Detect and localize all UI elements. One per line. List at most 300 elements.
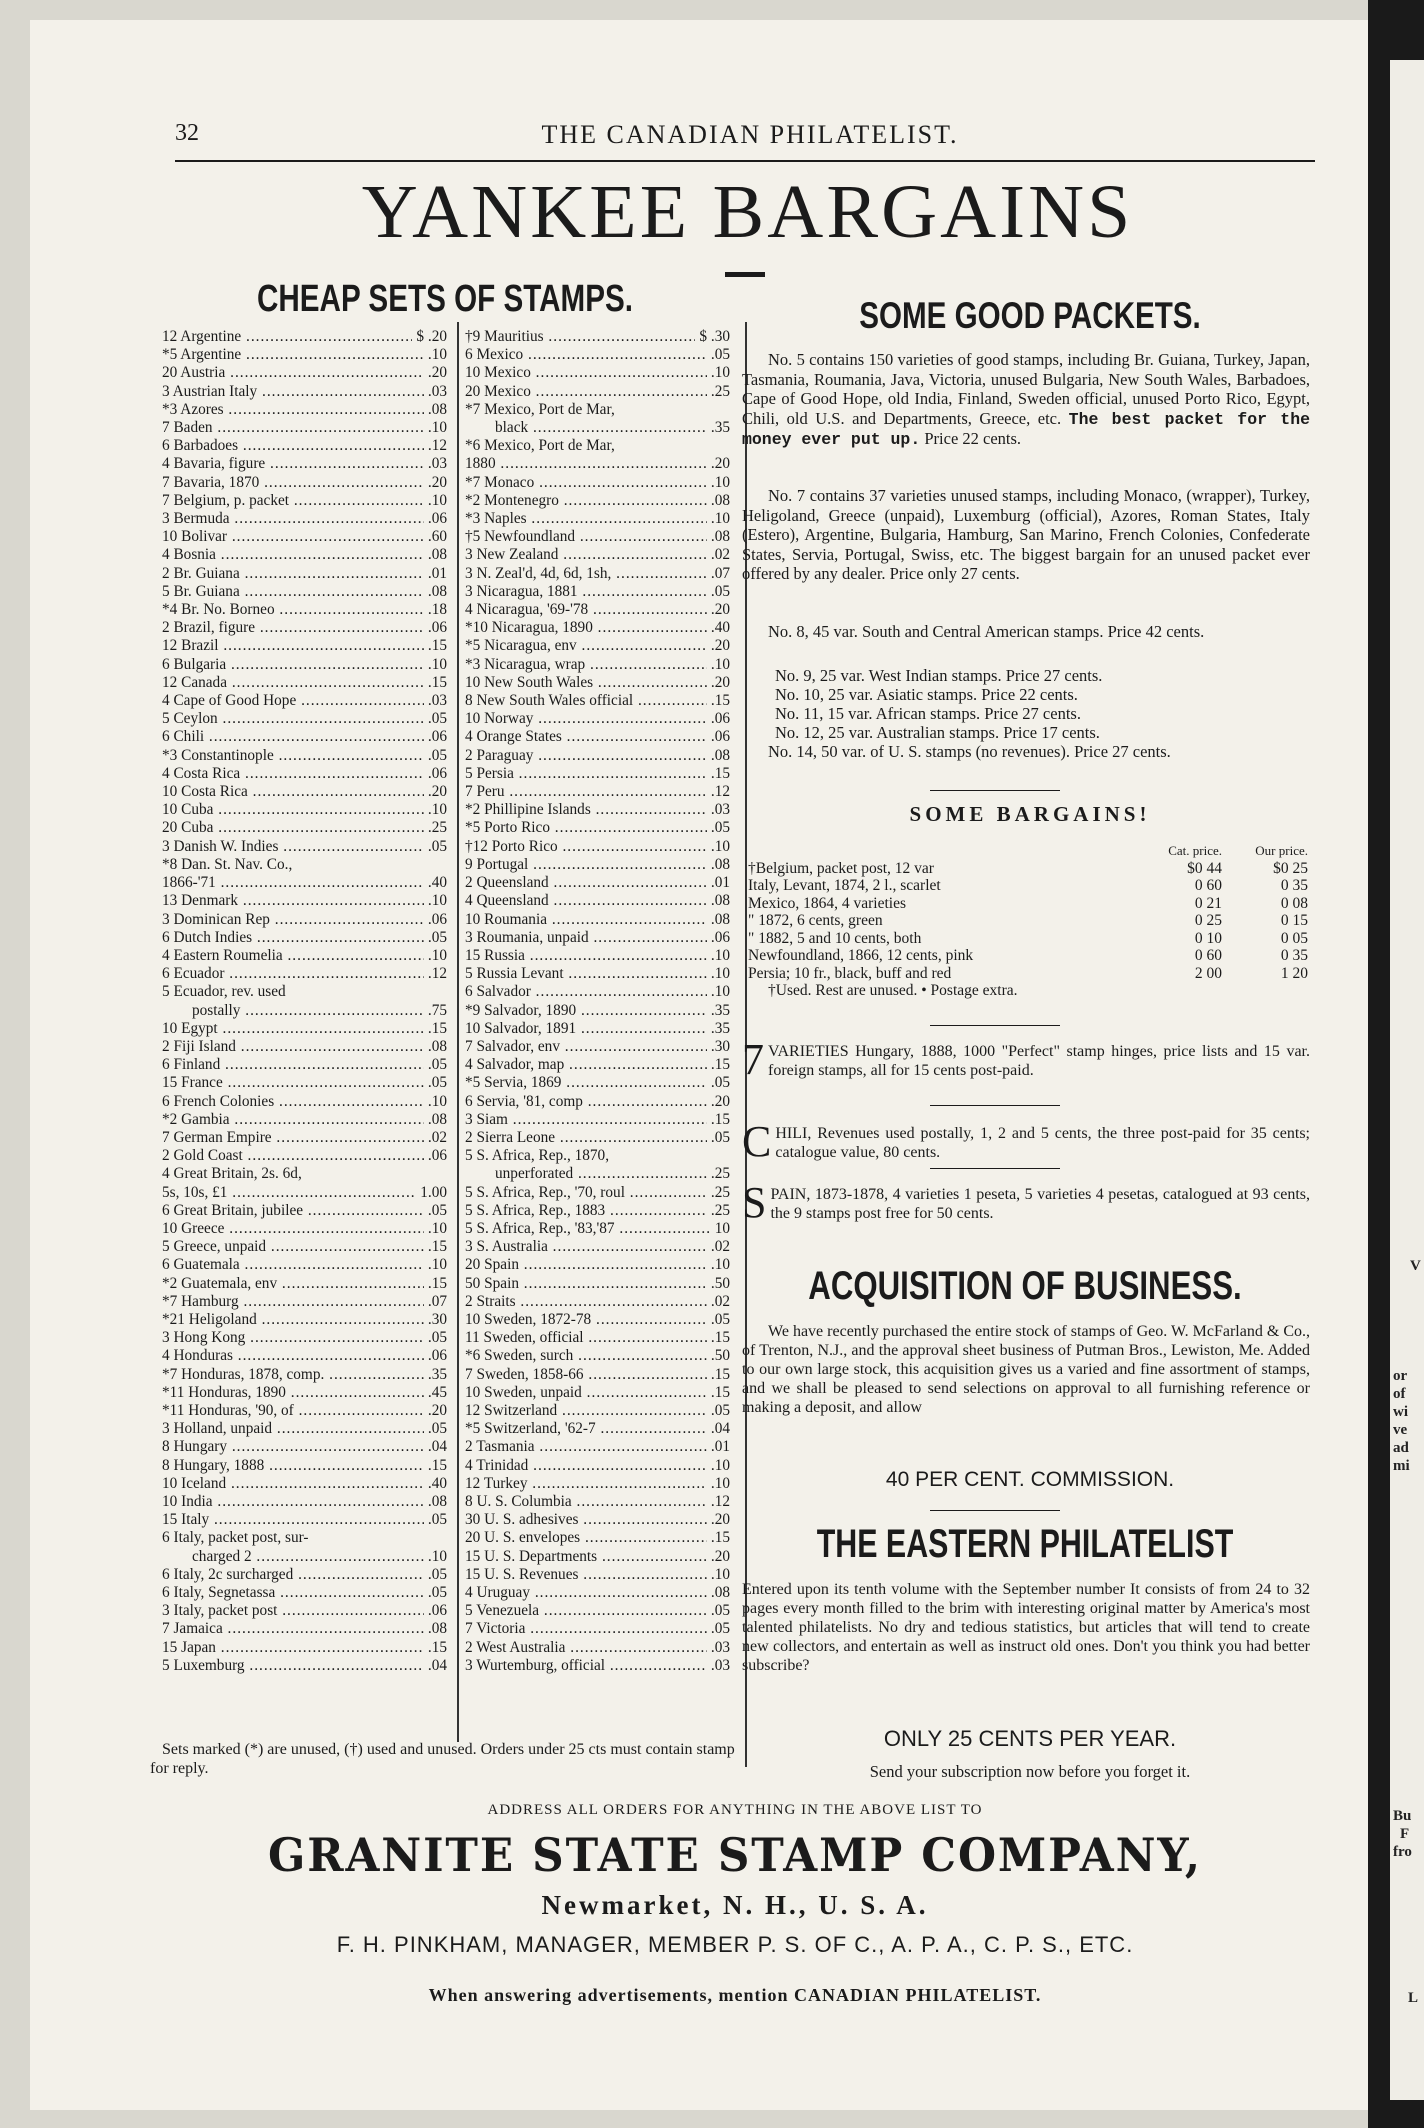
stamp-set-price: .08 [710, 528, 730, 546]
stamp-set-price: .06 [710, 728, 730, 746]
stamp-set-name: 6 Finland ..... [162, 1056, 424, 1074]
stamp-set-name: 7 Baden ..... [162, 419, 424, 437]
stamp-set-price: .08 [427, 1620, 447, 1638]
stamp-set-row [162, 474, 447, 492]
stamp-set-price: .08 [427, 1110, 447, 1128]
packet-7 [742, 486, 1310, 584]
stamp-set-price: .18 [427, 601, 447, 619]
stamp-set-price: .01 [710, 874, 730, 892]
stamp-set-row [162, 1566, 447, 1584]
stamp-set-price: .03 [427, 455, 447, 473]
stamp-set-price: .15 [427, 1638, 447, 1656]
stamp-set-row [162, 1384, 447, 1402]
stamp-set-price: .04 [427, 1656, 447, 1674]
stamp-set-row [162, 1147, 447, 1165]
stamp-set-name: 3 Roumania, unpaid ..... [465, 929, 707, 947]
stamp-set-name: *4 Br. No. Borneo ..... [162, 601, 424, 619]
stamp-set-row [162, 747, 447, 765]
stamp-set-price [726, 1147, 730, 1165]
stamp-set-name: 5 Ceylon ..... [162, 710, 424, 728]
stamp-set-name: 20 Austria ..... [162, 364, 424, 382]
stamp-set-price: .06 [710, 710, 730, 728]
stamp-set-row [162, 1639, 447, 1657]
stamp-set-row [465, 1311, 730, 1329]
stamp-set-price: .05 [710, 1401, 730, 1419]
stamp-set-price: .15 [427, 637, 447, 655]
stamp-set-row [465, 1620, 730, 1638]
stamp-set-price: .20 [710, 1547, 730, 1565]
stamp-set-name: 2 Br. Guiana ..... [162, 565, 424, 583]
packet-14-text: No. 14, 50 var. of U. S. stamps (no revenues). Price 27 cents. [768, 742, 1171, 761]
stamp-set-price: .08 [710, 910, 730, 928]
stamp-set-price: .15 [710, 1329, 730, 1347]
stamp-set-price: .10 [710, 364, 730, 382]
stamp-set-price: .08 [427, 546, 447, 564]
stamp-set-price: .06 [427, 764, 447, 782]
stamp-set-name: 6 Guatemala ..... [162, 1256, 424, 1274]
stamp-set-name: 4 Uruguay ..... [465, 1584, 707, 1602]
bargains-table [748, 842, 1308, 1000]
stamp-set-row [162, 983, 447, 1001]
stamp-set-name: 4 Queensland ..... [465, 892, 707, 910]
bargain-name: " 1872, 6 cents, green [748, 912, 883, 929]
stamp-set-row [465, 929, 730, 947]
stamp-set-name: †9 Mauritius ..... [465, 328, 695, 346]
stamp-set-price: .08 [427, 1037, 447, 1055]
commission: 40 PER CENT. COMMISSION. [885, 1468, 1175, 1491]
stamp-set-row [465, 1566, 730, 1584]
packet-10: No. 10, 25 var. Asiatic stamps. Price 22 cents. [775, 685, 1078, 704]
stamp-set-price: .10 [710, 1456, 730, 1474]
stamp-set-row [465, 965, 730, 983]
stamp-set-name: 8 Hungary ..... [162, 1438, 424, 1456]
stamp-set-row [465, 565, 730, 583]
edge-text: ad [1393, 1440, 1409, 1456]
footnote: Sets marked (*) are unused, (†) used and unused. Orders under 25 cts must contain stamp for reply. [150, 1741, 735, 1777]
stamp-set-row [162, 364, 447, 382]
stamp-set-price: .10 [427, 491, 447, 509]
stamp-set-price: .08 [710, 855, 730, 873]
stamp-set-price: 1.00 [420, 1183, 447, 1201]
stamp-set-price: .05 [710, 1074, 730, 1092]
stamp-set-row [162, 528, 447, 546]
stamp-set-price: .10 [427, 1219, 447, 1237]
stamp-set-name: 20 U. S. envelopes ..... [465, 1529, 707, 1547]
stamp-set-price: .40 [427, 874, 447, 892]
stamp-set-row [465, 1165, 730, 1183]
bargain-cat-price: 0 60 [1194, 947, 1222, 964]
stamp-set-name: *3 Constantinople ..... [162, 747, 424, 765]
divider [930, 1510, 1060, 1511]
stamp-set-name: *3 Azores ..... [162, 401, 424, 419]
stamp-set-row [465, 1111, 730, 1129]
stamp-set-name: 4 Cape of Good Hope ..... [162, 692, 424, 710]
stamp-set-row [465, 838, 730, 856]
stamp-set-price: .15 [427, 1238, 447, 1256]
stamp-set-price: .10 [710, 946, 730, 964]
stamp-set-name: 3 Hong Kong ..... [162, 1329, 424, 1347]
stamp-set-row [465, 1275, 730, 1293]
stamp-set-name: 4 Salvador, map ..... [465, 1056, 707, 1074]
divider [930, 1025, 1060, 1026]
stamp-set-row [162, 692, 447, 710]
stamp-set-row [162, 1438, 447, 1456]
stamp-set-row [465, 1493, 730, 1511]
stamp-set-price: .05 [427, 1074, 447, 1092]
stamp-set-name: 2 West Australia ..... [465, 1639, 707, 1657]
stamp-set-row [162, 383, 447, 401]
stamp-set-row [162, 419, 447, 437]
stamp-set-name: *2 Montenegro ..... [465, 492, 707, 510]
bargain-name: " 1882, 5 and 10 cents, both [748, 929, 922, 947]
stamp-set-row [162, 1293, 447, 1311]
stamp-set-row [465, 1329, 730, 1347]
stamp-set-price: .15 [710, 1365, 730, 1383]
stamp-set-row [465, 1602, 730, 1620]
stamp-set-name: *5 Argentine ..... [162, 346, 424, 364]
chili-ad [742, 1117, 1310, 1166]
stamp-set-row [465, 819, 730, 837]
stamp-set-name: 10 Greece ..... [162, 1220, 424, 1238]
stamp-set-price: .20 [710, 455, 730, 473]
cheap-sets-heading: CHEAP SETS OF STAMPS. [256, 278, 634, 320]
stamp-set-name: 5s, 10s, £1 ..... [162, 1184, 416, 1202]
stamp-set-name: 2 Fiji Island ..... [162, 1038, 424, 1056]
stamp-set-name: 4 Costa Rica ..... [162, 765, 424, 783]
stamp-set-row [162, 819, 447, 837]
running-header [175, 120, 1325, 160]
bargain-cat-price: 2 00 [1194, 964, 1222, 982]
stamp-set-row [465, 911, 730, 929]
edge-text: V [1410, 1258, 1421, 1274]
stamp-set-row [465, 1529, 730, 1547]
stamp-set-price: .15 [427, 1274, 447, 1292]
stamp-set-price: .50 [710, 1274, 730, 1292]
stamp-set-name: 3 S. Australia ..... [465, 1238, 707, 1256]
stamp-set-price: .25 [710, 382, 730, 400]
stamp-set-price: .01 [710, 1438, 730, 1456]
stamp-set-row [465, 1384, 730, 1402]
subscription-price: ONLY 25 CENTS PER YEAR. [883, 1726, 1177, 1751]
stamp-set-price: .05 [427, 1329, 447, 1347]
stamp-set-name: 3 Siam ..... [465, 1111, 707, 1129]
stamp-set-price: .15 [427, 673, 447, 691]
stamp-set-row [162, 1420, 447, 1438]
bargain-our-price: 0 35 [1280, 877, 1308, 894]
stamp-set-price: .10 [710, 510, 730, 528]
stamp-set-row [162, 1202, 447, 1220]
stamp-set-price: .25 [710, 1183, 730, 1201]
stamp-set-name: 12 Brazil ..... [162, 637, 424, 655]
stamp-set-name: 4 Honduras ..... [162, 1347, 424, 1365]
company-name: GRANITE STATE STAMP COMPANY, [268, 1828, 1202, 1882]
stamp-set-name: 15 Russia ..... [465, 947, 707, 965]
stamp-set-row [162, 583, 447, 601]
stamp-set-price [726, 437, 730, 455]
stamp-set-row [465, 1002, 730, 1020]
spain-ad-text: PAIN, 1873-1878, 4 varieties 1 peseta, 5 varieties 4 pesetas, catalogued at 93 cents, the 9 stamps post free for 50 cents. [770, 1186, 1310, 1222]
stamp-set-row [162, 856, 447, 874]
stamp-set-row [162, 838, 447, 856]
stamp-set-row [465, 510, 730, 528]
mention-line: When answering advertisements, mention CANADIAN PHILATELIST. [428, 1985, 1042, 2005]
packets-heading: SOME GOOD PACKETS. [859, 295, 1201, 336]
stamp-set-name: *3 Nicaragua, wrap ..... [465, 656, 707, 674]
stamp-set-row [465, 1639, 730, 1657]
stamp-set-row [162, 728, 447, 746]
stamp-set-row [465, 474, 730, 492]
stamp-set-name: *11 Honduras, 1890 ..... [162, 1384, 424, 1402]
stamp-set-row [162, 1493, 447, 1511]
stamp-set-row [162, 1620, 447, 1638]
stamp-set-row [162, 637, 447, 655]
stamp-set-name: 1866-'71 ..... [162, 874, 424, 892]
stamp-set-name: *7 Monaco ..... [465, 474, 707, 492]
edge-text: mi [1393, 1458, 1410, 1474]
stamp-set-name: 3 Italy, packet post ..... [162, 1602, 424, 1620]
stamp-set-name: *9 Salvador, 1890 ..... [465, 1002, 707, 1020]
stamp-set-row [465, 383, 730, 401]
stamp-set-name: 5 Greece, unpaid ..... [162, 1238, 424, 1256]
bargain-row [748, 912, 1308, 930]
our-price-header: Our price. [1255, 843, 1308, 858]
stamp-set-row [465, 856, 730, 874]
stamp-set-name: 6 Italy, packet post, sur- [162, 1529, 309, 1547]
packet-12: No. 12, 25 var. Australian stamps. Price 17 cents. [775, 723, 1100, 742]
stamp-set-price: .04 [427, 1438, 447, 1456]
eastern-text: Entered upon its tenth volume with the September number It consists of from 24 to 32 pages every month filled to the brim with interesting original matter by America's most talented philatelists. No dry and tedious statistics, but articles that will tend to create new collectors, and entertain as well as instruct old ones. Don't you think you had better subscribe? [742, 1581, 1310, 1674]
stamp-set-price: .08 [427, 400, 447, 418]
bargain-row [748, 877, 1308, 895]
packet-9: No. 9, 25 var. West Indian stamps. Price 27 cents. [775, 666, 1103, 685]
stamp-set-row [162, 947, 447, 965]
stamp-set-name: 3 Dominican Rep ..... [162, 911, 424, 929]
page-number: 32 [175, 120, 199, 146]
stamp-set-row [465, 492, 730, 510]
stamp-set-name: 2 Paraguay ..... [465, 747, 707, 765]
stamp-set-name: 3 Nicaragua, 1881 ..... [465, 583, 707, 601]
stamp-set-row [465, 1238, 730, 1256]
edge-text: L [1408, 1990, 1419, 2006]
stamp-set-price: .10 [710, 1256, 730, 1274]
stamp-set-row [162, 1093, 447, 1111]
stamp-set-name: 10 Egypt ..... [162, 1020, 424, 1038]
running-title: THE CANADIAN PHILATELIST. [541, 120, 959, 149]
stamp-set-row [162, 401, 447, 419]
stamp-set-row [465, 1475, 730, 1493]
stamp-set-name: 20 Mexico ..... [465, 383, 707, 401]
stamp-set-name: 6 Salvador ..... [465, 983, 707, 1001]
stamp-set-row [162, 455, 447, 473]
stamp-set-name: 10 Roumania ..... [465, 911, 707, 929]
dropcap: 7 [742, 1035, 764, 1084]
stamp-set-name: 2 Straits ..... [465, 1293, 707, 1311]
stamp-set-name: postally ..... [192, 1002, 424, 1020]
stamp-set-price: .08 [710, 746, 730, 764]
stamp-set-name: 10 Cuba ..... [162, 801, 424, 819]
stamp-set-price: .10 [710, 473, 730, 491]
stamp-set-price: .05 [427, 1511, 447, 1529]
stamp-set-name: *7 Honduras, 1878, comp. ..... [162, 1366, 424, 1384]
stamp-set-row [465, 1548, 730, 1566]
cat-price-header: Cat. price. [1168, 843, 1222, 858]
stamp-set-row [465, 637, 730, 655]
stamp-set-name: 6 Servia, '81, comp ..... [465, 1093, 707, 1111]
stamp-set-name: *7 Hamburg ..... [162, 1293, 424, 1311]
stamp-set-row [162, 1038, 447, 1056]
stamp-set-name: 4 Bosnia ..... [162, 546, 424, 564]
stamp-set-row [465, 419, 730, 437]
stamp-set-price: .20 [710, 1511, 730, 1529]
stamp-set-price: .15 [710, 1383, 730, 1401]
stamp-set-name: 4 Eastern Roumelia ..... [162, 947, 424, 965]
stamp-set-price: .01 [427, 564, 447, 582]
stamp-set-name: 6 Dutch Indies ..... [162, 929, 424, 947]
bargain-name: Mexico, 1864, 4 varieties [748, 894, 906, 912]
stamp-set-price: .08 [710, 491, 730, 509]
stamp-set-row [162, 656, 447, 674]
bargains-note: †Used. Rest are unused. • Postage extra. [768, 982, 1018, 999]
stamp-set-row [162, 1457, 447, 1475]
stamp-set-price [726, 401, 730, 419]
packet-8 [742, 622, 1310, 642]
stamp-set-row [465, 1438, 730, 1456]
stamp-set-row [465, 1056, 730, 1074]
stamp-set-price: .10 [427, 655, 447, 673]
stamp-set-name: charged 2 ..... [192, 1548, 424, 1566]
stamp-set-row [162, 1111, 447, 1129]
stamp-set-row [162, 437, 447, 455]
stamp-set-price: .30 [710, 1037, 730, 1055]
stamp-set-row [465, 328, 730, 346]
packet-11: No. 11, 15 var. African stamps. Price 27 cents. [775, 704, 1081, 723]
stamp-set-price: .25 [710, 1165, 730, 1183]
stamp-set-name: *3 Naples ..... [465, 510, 707, 528]
stamp-set-name: 7 Peru ..... [465, 783, 707, 801]
chili-ad-text: HILI, Revenues used postally, 1, 2 and 5 cents, the three post-paid for 35 cents; catalogue value, 80 cents. [775, 1125, 1310, 1161]
packet-5-text: No. 5 contains 150 varieties of good stamps, including Br. Guiana, Turkey, Japan, Tasmania, Roumania, Java, Victoria, unused Bulgaria, New South Wales, Barbadoes, Cape of Good Hope, old India, Finland, Sweden official, unused Porto Rico, Egypt, Chili, old U.S. and Departments, Greece, etc. [742, 350, 1310, 428]
stamp-set-price: .03 [427, 382, 447, 400]
stamp-set-row [162, 783, 447, 801]
stamp-set-row [162, 1584, 447, 1602]
stamp-set-row [465, 1202, 730, 1220]
stamp-set-row [162, 911, 447, 929]
stamp-set-name: 5 S. Africa, Rep., '83,'87 ..... [465, 1220, 711, 1238]
stamp-set-name: 2 Tasmania ..... [465, 1438, 707, 1456]
bargain-our-price: 1 20 [1280, 964, 1308, 982]
stamp-set-price: .50 [710, 1347, 730, 1365]
stamp-set-name: 7 Sweden, 1858-66 ..... [465, 1366, 707, 1384]
stamp-set-price: .05 [427, 1565, 447, 1583]
stamp-set-row [465, 546, 730, 564]
stamp-set-row [162, 1256, 447, 1274]
stamp-set-name: 5 Br. Guiana ..... [162, 583, 424, 601]
stamp-set-name: *2 Phillipine Islands ..... [465, 801, 707, 819]
stamp-set-name: 10 New South Wales ..... [465, 674, 707, 692]
bargain-our-price: 0 15 [1280, 912, 1308, 929]
stamp-set-price: .25 [427, 819, 447, 837]
company-location: Newmarket, N. H., U. S. A. [541, 1890, 929, 1920]
stamp-set-name: 8 Hungary, 1888 ..... [162, 1457, 424, 1475]
stamp-set-price: .15 [427, 1019, 447, 1037]
stamp-set-name: *7 Mexico, Port de Mar, [465, 400, 615, 418]
stamp-set-name: 15 Japan ..... [162, 1639, 424, 1657]
stamp-set-name: *5 Porto Rico ..... [465, 819, 707, 837]
stamp-set-name: *5 Nicaragua, env ..... [465, 637, 707, 655]
stamp-set-name: 10 Sweden, unpaid ..... [465, 1384, 707, 1402]
bargain-cat-price: 0 10 [1194, 929, 1222, 947]
bargain-our-price: 0 35 [1280, 947, 1308, 964]
stamp-set-row [465, 656, 730, 674]
stamp-set-name: 12 Canada ..... [162, 674, 424, 692]
stamp-set-name: 3 Bermuda ..... [162, 510, 424, 528]
stamp-set-row [162, 1529, 447, 1547]
stamp-set-price: .03 [710, 1656, 730, 1674]
stamp-set-row [162, 1602, 447, 1620]
stamp-set-row [162, 892, 447, 910]
stamp-set-row [162, 1366, 447, 1384]
stamp-set-price: $ .30 [699, 328, 730, 345]
stamp-set-price: .10 [710, 1565, 730, 1583]
stamp-set-price: .05 [427, 1584, 447, 1602]
stamp-set-name: 10 Norway ..... [465, 710, 707, 728]
stamp-set-name: 10 Costa Rica ..... [162, 783, 424, 801]
stamp-set-price: .10 [427, 346, 447, 364]
stamp-set-row [465, 892, 730, 910]
stamp-set-row [465, 874, 730, 892]
stamp-set-name: 4 Great Britain, 2s. 6d, [162, 1165, 302, 1183]
stamp-set-row [162, 1329, 447, 1347]
stamp-set-row [162, 710, 447, 728]
stamp-set-row [465, 1293, 730, 1311]
stamp-set-row [465, 583, 730, 601]
stamp-set-price: .10 [427, 1256, 447, 1274]
stamp-set-row [162, 1657, 447, 1675]
stamp-set-name: 6 French Colonies ..... [162, 1093, 424, 1111]
acquisition-heading: ACQUISITION OF BUSINESS. [808, 1264, 1242, 1308]
stamp-set-row [162, 1129, 447, 1147]
packet-5-price: Price 22 cents. [924, 429, 1022, 448]
stamp-set-name: 10 Bolivar ..... [162, 528, 424, 546]
stamp-set-name: 2 Gold Coast ..... [162, 1147, 424, 1165]
stamp-set-price: .06 [427, 1147, 447, 1165]
stamp-set-row [162, 1475, 447, 1493]
stamp-set-name: 10 Salvador, 1891 ..... [465, 1020, 707, 1038]
stamp-set-price: .05 [427, 1201, 447, 1219]
dropcap: S [742, 1178, 767, 1227]
stamp-set-row [465, 1420, 730, 1438]
stamp-set-row [465, 346, 730, 364]
stamp-set-name: 12 Turkey ..... [465, 1475, 707, 1493]
stamp-set-price: .08 [710, 892, 730, 910]
stamp-set-price: .05 [427, 746, 447, 764]
stamp-set-name: 2 Queensland ..... [465, 874, 707, 892]
stamp-set-price: .05 [427, 837, 447, 855]
stamp-set-row [465, 983, 730, 1001]
stamp-set-price: .02 [710, 1238, 730, 1256]
stamp-set-price [443, 1529, 447, 1547]
stamp-set-row [465, 437, 730, 455]
stamp-set-name: 6 Barbadoes ..... [162, 437, 424, 455]
stamp-set-name: *21 Heligoland ..... [162, 1311, 424, 1329]
stamp-set-name: 3 Danish W. Indies ..... [162, 838, 424, 856]
stamp-set-row [162, 801, 447, 819]
stamp-set-row [465, 1584, 730, 1602]
stamp-set-price: .20 [427, 1401, 447, 1419]
stamp-set-row [465, 710, 730, 728]
stamp-set-row [162, 874, 447, 892]
stamp-set-price: .06 [427, 910, 447, 928]
